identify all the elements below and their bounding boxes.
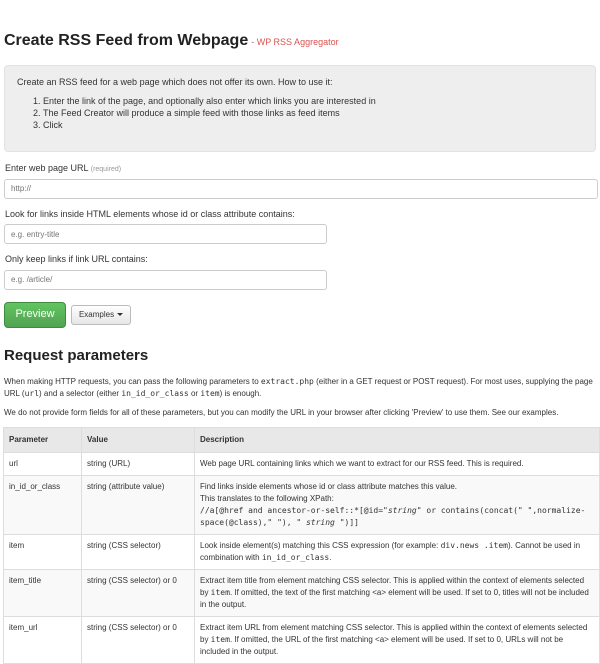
code-item: item	[200, 388, 220, 398]
url-label-text: Enter web page URL	[5, 163, 89, 173]
text: ) is enough.	[219, 388, 262, 398]
text: Find links inside elements whose id or class attribute matches this value.	[200, 481, 458, 491]
xpath-code	[200, 506, 585, 527]
column-header: Value	[82, 427, 195, 452]
text: " or contains(concat(" ",normalize-space(@class)," "), "	[200, 505, 586, 527]
code-extract: extract.php	[260, 376, 314, 386]
selector-label: Look for links inside HTML elements whose id or class attribute contains:	[5, 208, 295, 219]
param-cell: url	[4, 452, 82, 475]
table-row	[4, 534, 600, 569]
description-cell	[195, 534, 600, 569]
column-header: Description	[195, 427, 600, 452]
url-label	[5, 162, 598, 175]
url-field-group	[2, 162, 598, 199]
text: . If omitted, the text of the first matching <a> element will be used. If set to 0, titles will not be included in the output.	[200, 587, 589, 609]
table-row	[4, 569, 600, 616]
subtitle-link[interactable]: - WP RSS Aggregator	[251, 37, 339, 47]
description-cell	[195, 569, 600, 616]
value-cell: string (CSS selector)	[82, 534, 195, 569]
text: ) and a selector (either	[39, 388, 122, 398]
text: (either in a GET request or POST request). For most uses, supplying the page URL (	[4, 376, 593, 398]
text: Extract item title from element matching CSS selector. This is applied within the context of elements selected by	[200, 575, 585, 597]
selector-input[interactable]	[4, 224, 327, 244]
param-cell: item	[4, 534, 82, 569]
description-cell	[195, 616, 600, 663]
form-actions	[4, 302, 598, 328]
text: . If omitted, the URL of the first matching <a> element will be used. If set to 0, URLs will not be included in the output.	[200, 634, 564, 656]
text: ")]]	[334, 517, 359, 527]
param-cell: item_title	[4, 569, 82, 616]
text: or	[188, 388, 201, 398]
selector-field-group	[2, 208, 598, 245]
code: in_id_or_class	[261, 552, 330, 562]
code-in-id-or-class: in_id_or_class	[121, 388, 189, 398]
instructions-steps	[17, 95, 583, 131]
value-cell: string (URL)	[82, 452, 195, 475]
text: ). Cannot be used in combination with	[200, 540, 581, 562]
examples-dropdown-button[interactable]	[71, 305, 131, 325]
filter-label: Only keep links if link URL contains:	[5, 254, 148, 265]
instructions-panel	[4, 65, 596, 152]
table-row	[4, 452, 600, 475]
text: When making HTTP requests, you can pass the following parameters to	[4, 376, 261, 386]
url-input[interactable]	[4, 179, 598, 199]
code: item	[210, 587, 230, 597]
caret-down-icon	[117, 313, 123, 316]
feed-form	[2, 162, 598, 290]
page	[0, 31, 600, 656]
instruction-step: 2. The Feed Creator will produce a simple feed with those links as feed items	[43, 107, 583, 119]
table-row	[4, 475, 600, 534]
page-title-text: Create RSS Feed from Webpage	[4, 32, 249, 49]
instruction-step: 1. Enter the link of the page, and optionally also enter which links you are interested in	[43, 95, 583, 107]
parameters-table	[3, 427, 600, 664]
filter-input[interactable]	[4, 270, 327, 290]
text: Extract item URL from element matching CSS selector. This is applied within the context of elements selected by	[200, 622, 588, 644]
section-heading: Request parameters	[4, 346, 149, 364]
page-title	[4, 31, 598, 52]
request-paragraph-1	[4, 376, 596, 400]
text: This translates to the following XPath:	[200, 493, 334, 503]
table-row	[4, 616, 600, 663]
text: //a[@href and ancestor-or-self::*[@id="	[200, 505, 388, 515]
code: div.news .item	[440, 540, 508, 550]
instructions-intro: Create an RSS feed for a web page which does not offer its own. How to use it:	[17, 77, 333, 87]
text: .	[329, 552, 332, 562]
text: string	[305, 517, 335, 527]
instruction-step: 3. Click	[43, 119, 583, 131]
column-header: Parameter	[4, 427, 82, 452]
filter-field-group	[2, 253, 598, 290]
value-cell: string (CSS selector) or 0	[82, 616, 195, 663]
text: Look inside element(s) matching this CSS expression (for example:	[200, 540, 441, 550]
preview-button[interactable]: Preview	[4, 302, 66, 328]
code: item	[210, 634, 230, 644]
param-cell: item_url	[4, 616, 82, 663]
value-cell: string (attribute value)	[82, 475, 195, 534]
value-cell: string (CSS selector) or 0	[82, 569, 195, 616]
code-url: url	[24, 388, 40, 398]
request-paragraph-2: We do not provide form fields for all of these parameters, but you can modify the URL in your browser after clicking 'Preview' to use them. See our examples.	[4, 407, 559, 417]
description-cell	[195, 475, 600, 534]
text: string	[387, 505, 417, 515]
param-cell: in_id_or_class	[4, 475, 82, 534]
examples-label: Examples	[78, 310, 115, 320]
description-cell: Web page URL containing links which we want to extract for our RSS feed. This is required.	[195, 452, 600, 475]
required-hint: (required)	[90, 166, 122, 173]
table-header-row	[4, 427, 600, 452]
